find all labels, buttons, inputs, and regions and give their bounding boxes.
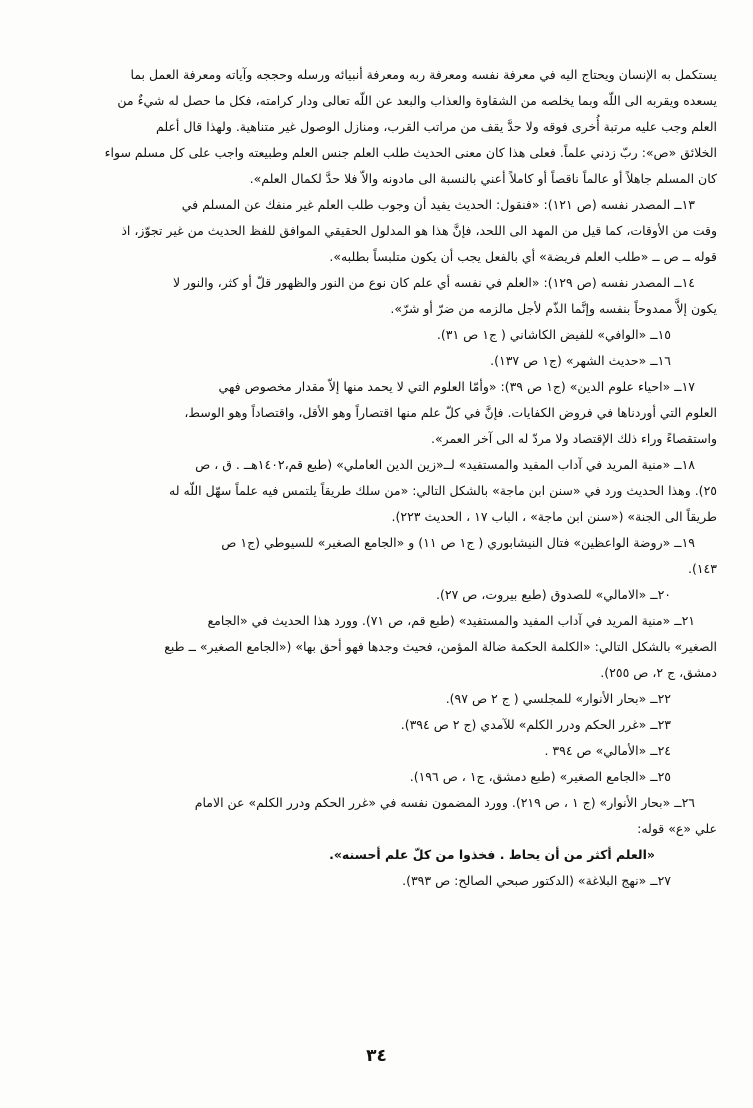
note-17 bbox=[44, 374, 717, 452]
note-27 bbox=[44, 868, 717, 894]
intro-line: يسعده ويقربه الى اللّه وبما يخلصه من الشقاوة والعذاب والبعد عن اللّه تعالى ودار كرامته، فكل ما حصل له شيءٌ من bbox=[117, 93, 717, 108]
note-line: ١٧ــ «احياء علوم الدين» (ج١ ص ٣٩): «وأمّا العلوم التي لا يحمد منها إلاّ مقدار مخصوص فهي bbox=[218, 379, 695, 394]
note-line: ٢٦ــ «بحار الأنوار» (ج ١ ، ص ٢١٩). وورد المضمون نفسه في «غرر الحكم ودرر الكلم» عن الامام bbox=[194, 795, 695, 810]
intro-line: العلم وجب عليه مرتبة أُخرى فوقه ولا حدَّ يقف من مراتب القرب، ومنازل الوصول غير متناهية. ولهذا قال أعلم bbox=[156, 119, 717, 134]
note-line: ١٤ــ المصدر نفسه (ص ١٢٩): «العلم في نفسه أي علم كان نوع من النور والظهور قلّ أو كثر، والنور لا bbox=[173, 275, 695, 290]
note-line: ٢٥). وهذا الحديث ورد في «سنن ابن ماجة» بالشكل التالي: «من سلك طريقاً يلتمس فيه علماً سهّل اللّه له bbox=[169, 483, 717, 498]
note-20 bbox=[44, 582, 717, 608]
note-line: ١٦ــ «حديث الشهر» (ج١ ص ١٣٧). bbox=[490, 353, 671, 368]
note-line: الصغير» بالشكل التالي: «الكلمة الحكمة ضالة المؤمن، فحيث وجدها فهو أحق بها» («الجامع الصغير» ــ طبع bbox=[164, 639, 717, 654]
note-16 bbox=[44, 348, 717, 374]
note-14 bbox=[44, 270, 717, 322]
note-line: العلوم التي أوردناها في فروض الكفايات. فإنَّ في كلّ علم منها اقتصاراً وهو الأقل، واقتصاداً وهو الوسط، bbox=[184, 405, 717, 420]
note-21 bbox=[44, 608, 717, 686]
note-line: دمشق، ج ٢، ص ٢٥٥). bbox=[600, 665, 717, 680]
note-15 bbox=[44, 322, 717, 348]
note-line: ١٥ــ «الوافي» للفيض الكاشاني ( ج١ ص ٣١). bbox=[436, 327, 671, 342]
intro-paragraph bbox=[44, 62, 717, 192]
note-line: واستقصاءً وراء ذلك الإقتصاد ولا مردّ له الى آخر العمر». bbox=[431, 431, 717, 446]
note-13 bbox=[44, 192, 717, 270]
note-26 bbox=[44, 790, 717, 842]
note-line: ١٣ــ المصدر نفسه (ص ١٢١): «فنقول: الحديث يفيد أن وجوب طلب العلم غير منفك عن المسلم في bbox=[181, 197, 695, 212]
note-line: وقت من الأوقات، كما قيل من المهد الى اللحد، فإنَّ هذا هو المدلول الحقيقي الموافق للفظ الحديث من غير تجوّز، اذ bbox=[121, 223, 717, 238]
notes-list bbox=[44, 192, 717, 894]
note-line: يكون إلاَّ ممدوحاً بنفسه وإنَّما الذّم لأجل مالزمه من ضرّ أو شرّ». bbox=[390, 301, 717, 316]
note-line: ٢١ــ «منية المريد في آداب المفيد والمستفيد» (طبع قم، ص ٧١). وورد هذا الحديث في «الجامع bbox=[207, 613, 695, 628]
note-line: ٢٧ــ «نهج البلاغة» (الدكتور صبحي الصالح: ص ٣٩٣). bbox=[402, 873, 671, 888]
note-line: «العلم أكثر من أن يحاط . فخذوا من كلّ علم أحسنه». bbox=[329, 847, 655, 862]
page-number: ٣٤ bbox=[366, 1046, 387, 1066]
note-line: ٢٠ــ «الامالي» للصدوق (طبع بيروت، ص ٢٧). bbox=[436, 587, 671, 602]
note-19 bbox=[44, 530, 717, 582]
note-line: ٢٥ــ «الجامع الصغير» (طبع دمشق، ج١ ، ص ١٩٦). bbox=[409, 769, 671, 784]
note-18 bbox=[44, 452, 717, 530]
note-line: ٢٢ــ «بحار الأنوار» للمجلسي ( ج ٢ ص ٩٧). bbox=[445, 691, 671, 706]
note-line: ٢٣ــ «غرر الحكم ودرر الكلم» للآمدي (ج ٢ ص ٣٩٤). bbox=[400, 717, 671, 732]
note-line: ١٩ــ «روضة الواعظين» فتال النيشابوري ( ج١ ص ١١) و «الجامع الصغير» للسيوطي (ج١ ص bbox=[221, 535, 695, 550]
note-line: ١٨ــ «منية المريد في آداب المفيد والمستفيد» لــ«زين الدين العاملي» (طبع قم،١٤٠٢هــ . ق ، ص bbox=[195, 457, 695, 472]
note-line: قوله ــ ص ــ «طلب العلم فريضة» أي بالفعل يجب أن يكون متلبساً بطلبه». bbox=[329, 249, 717, 264]
note-line: ١٤٣). bbox=[687, 561, 717, 576]
note-22 bbox=[44, 686, 717, 712]
intro-line: الخلائق «ص»: ربّ زدني علماً. فعلى هذا كان معنى الحديث طلب العلم جنس العلم وطبيعته واجب على كل مسلم سواء bbox=[104, 145, 717, 160]
note-line: ٢٤ــ «الأمالي» ص ٣٩٤ . bbox=[544, 743, 671, 758]
note-23 bbox=[44, 712, 717, 738]
note-line: طريقاً الى الجنة» («سنن ابن ماجة» ، الباب ١٧ ، الحديث ٢٢٣). bbox=[391, 509, 717, 524]
note-26-quote bbox=[44, 842, 717, 868]
note-25 bbox=[44, 764, 717, 790]
note-24 bbox=[44, 738, 717, 764]
intro-line: كان المسلم جاهلاً أو عالماً ناقصاً أو كاملاً أعني بالنسبة الى مادونه والاّ فلا حدَّ لكمال العلم». bbox=[249, 171, 717, 186]
note-line: علي «ع» قوله: bbox=[637, 821, 717, 836]
intro-line: يستكمل به الإنسان ويحتاج اليه في معرفة نفسه ومعرفة ربه ومعرفة أنبيائه ورسله وحججه وآياته ومعرفة العمل بما bbox=[130, 67, 717, 82]
